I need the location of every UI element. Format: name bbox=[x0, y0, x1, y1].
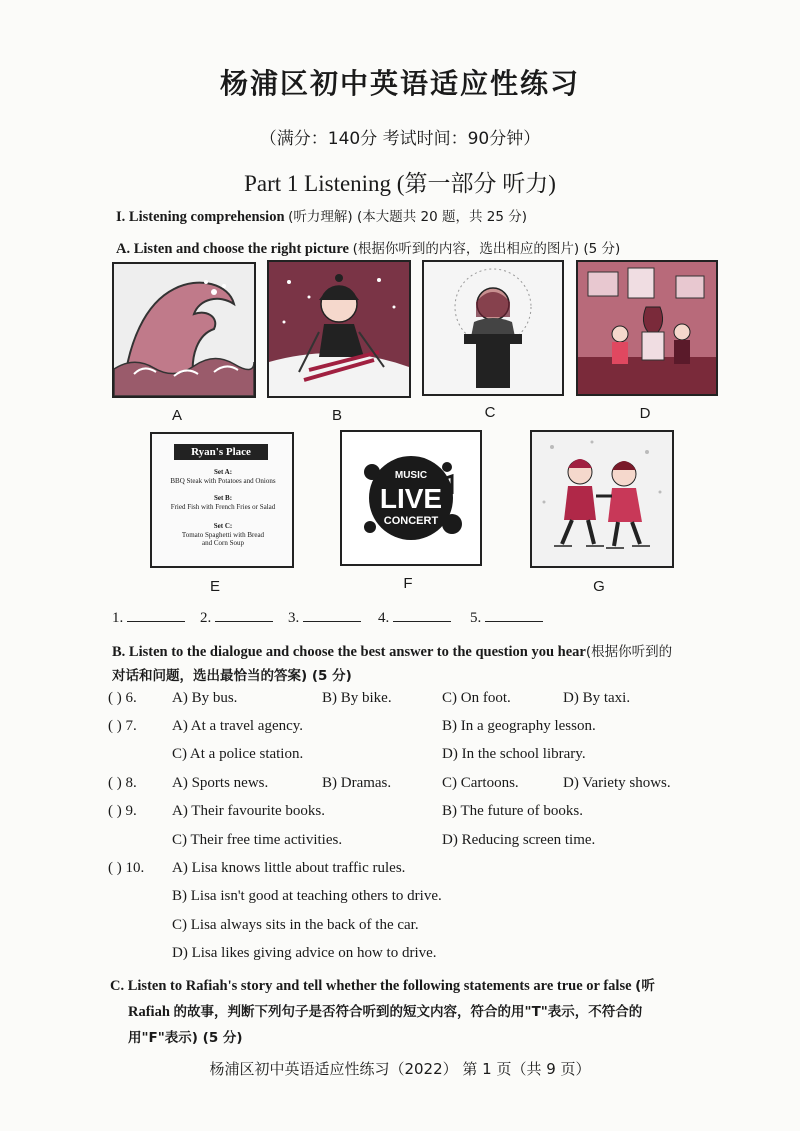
part-heading: Part 1 Listening (第一部分 听力) bbox=[244, 171, 556, 196]
question-8-option-b[interactable]: B) Dramas. bbox=[322, 775, 392, 791]
section-c-line-1: C. Listen to Rafiah's story and tell whether the following statements are true or false (听 bbox=[110, 978, 655, 994]
question-7-option-a[interactable]: A) At a travel agency. bbox=[172, 718, 304, 734]
question-7-number: ( ) 7. bbox=[108, 718, 137, 734]
menu-set-c-item-1: Tomato Spaghetti with Bread bbox=[181, 531, 265, 539]
blank-1[interactable]: 1. bbox=[112, 607, 185, 627]
menu-set-a: Set A: bbox=[213, 468, 233, 476]
menu-set-a-item: BBQ Steak with Potatoes and Onions bbox=[170, 477, 276, 485]
section-c-line-3: 用"F"表示) (5 分) bbox=[128, 1030, 243, 1046]
blank-3[interactable]: 3. bbox=[288, 607, 361, 627]
page-title: 杨浦区初中英语适应性练习 bbox=[219, 67, 580, 100]
blank-5[interactable]: 5. bbox=[470, 607, 543, 627]
picture-label-g: G bbox=[593, 578, 605, 595]
question-7-option-b[interactable]: B) In a geography lesson. bbox=[442, 718, 596, 734]
exam-meta: （满分：140分 考试时间：90分钟） bbox=[259, 129, 541, 149]
picture-e-menu bbox=[150, 432, 294, 568]
question-7-option-d[interactable]: D) In the school library. bbox=[442, 746, 586, 762]
concert-bottom-text: CONCERT bbox=[383, 515, 439, 527]
section-c-line-2: Rafiah 的故事，判断下列句子是否符合听到的短文内容，符合的用"T"表示，不符合的 bbox=[128, 1004, 643, 1020]
picture-label-f: F bbox=[403, 575, 413, 592]
menu-set-b: Set B: bbox=[213, 494, 233, 502]
question-8-option-a[interactable]: A) Sports news. bbox=[172, 775, 269, 791]
picture-a-wave bbox=[112, 262, 256, 398]
question-6-option-b[interactable]: B) By bike. bbox=[322, 690, 392, 706]
question-8-option-c[interactable]: C) Cartoons. bbox=[442, 775, 519, 791]
menu-set-c: Set C: bbox=[213, 522, 233, 530]
blank-2[interactable]: 2. bbox=[200, 607, 273, 627]
picture-d-museum bbox=[576, 260, 718, 396]
picture-label-a: A bbox=[171, 407, 182, 424]
question-9-option-b[interactable]: B) The future of books. bbox=[442, 803, 583, 819]
question-8-number: ( ) 8. bbox=[108, 775, 137, 791]
section-b-cn-2: 对话和问题，选出最恰当的答案) (5 分) bbox=[112, 668, 352, 684]
section-i-cn: (听力理解) (本大题共 20 题，共 25 分) bbox=[288, 209, 528, 225]
section-i-heading bbox=[116, 205, 527, 226]
concert-main-text: LIVE bbox=[379, 483, 443, 514]
section-i-en: I. Listening comprehension bbox=[116, 209, 285, 225]
question-8-option-d[interactable]: D) Variety shows. bbox=[563, 775, 671, 791]
menu-set-c-item-2: and Corn Soup bbox=[202, 539, 244, 547]
question-6-option-c[interactable]: C) On foot. bbox=[442, 690, 511, 706]
section-a-en: A. Listen and choose the right picture bbox=[116, 241, 349, 257]
section-a-heading bbox=[116, 237, 620, 258]
question-9-option-a[interactable]: A) Their favourite books. bbox=[172, 803, 326, 819]
picture-g-skaters bbox=[530, 430, 674, 568]
picture-label-b: B bbox=[331, 407, 342, 424]
page-footer: 杨浦区初中英语适应性练习（2022） 第 1 页（共 9 页） bbox=[209, 1060, 591, 1078]
section-b-cn-1: (根据你听到的 bbox=[585, 644, 673, 660]
menu-set-b-item: Fried Fish with French Fries or Salad bbox=[170, 503, 276, 511]
concert-top-text: MUSIC bbox=[394, 470, 428, 481]
question-10-number: ( ) 10. bbox=[108, 860, 145, 876]
blank-4[interactable]: 4. bbox=[378, 607, 451, 627]
question-10-option-c[interactable]: C) Lisa always sits in the back of the car. bbox=[172, 917, 419, 933]
question-10-option-a[interactable]: A) Lisa knows little about traffic rules. bbox=[172, 860, 406, 876]
question-7-option-c[interactable]: C) At a police station. bbox=[172, 746, 304, 762]
section-a-cn: (根据你听到的内容，选出相应的图片) (5 分) bbox=[352, 241, 621, 257]
picture-b-skier bbox=[267, 260, 411, 398]
picture-label-c: C bbox=[484, 404, 496, 421]
question-9-number: ( ) 9. bbox=[108, 803, 137, 819]
picture-f-concert bbox=[340, 430, 482, 566]
picture-label-e: E bbox=[209, 578, 220, 595]
section-b-en: B. Listen to the dialogue and choose the best answer to the question you hear bbox=[112, 644, 586, 660]
question-9-option-c[interactable]: C) Their free time activities. bbox=[172, 832, 343, 848]
section-b-heading bbox=[112, 640, 672, 661]
question-9-option-d[interactable]: D) Reducing screen time. bbox=[442, 832, 596, 848]
question-10-option-b[interactable]: B) Lisa isn't good at teaching others to drive. bbox=[172, 888, 442, 904]
question-6-number: ( ) 6. bbox=[108, 690, 137, 706]
picture-label-d: D bbox=[639, 405, 651, 422]
menu-title: Ryan's Place bbox=[174, 444, 268, 460]
picture-c-speaker bbox=[422, 260, 564, 396]
question-10-option-d[interactable]: D) Lisa likes giving advice on how to drive. bbox=[172, 945, 437, 961]
question-6-option-a[interactable]: A) By bus. bbox=[172, 690, 238, 706]
question-6-option-d[interactable]: D) By taxi. bbox=[563, 690, 631, 706]
